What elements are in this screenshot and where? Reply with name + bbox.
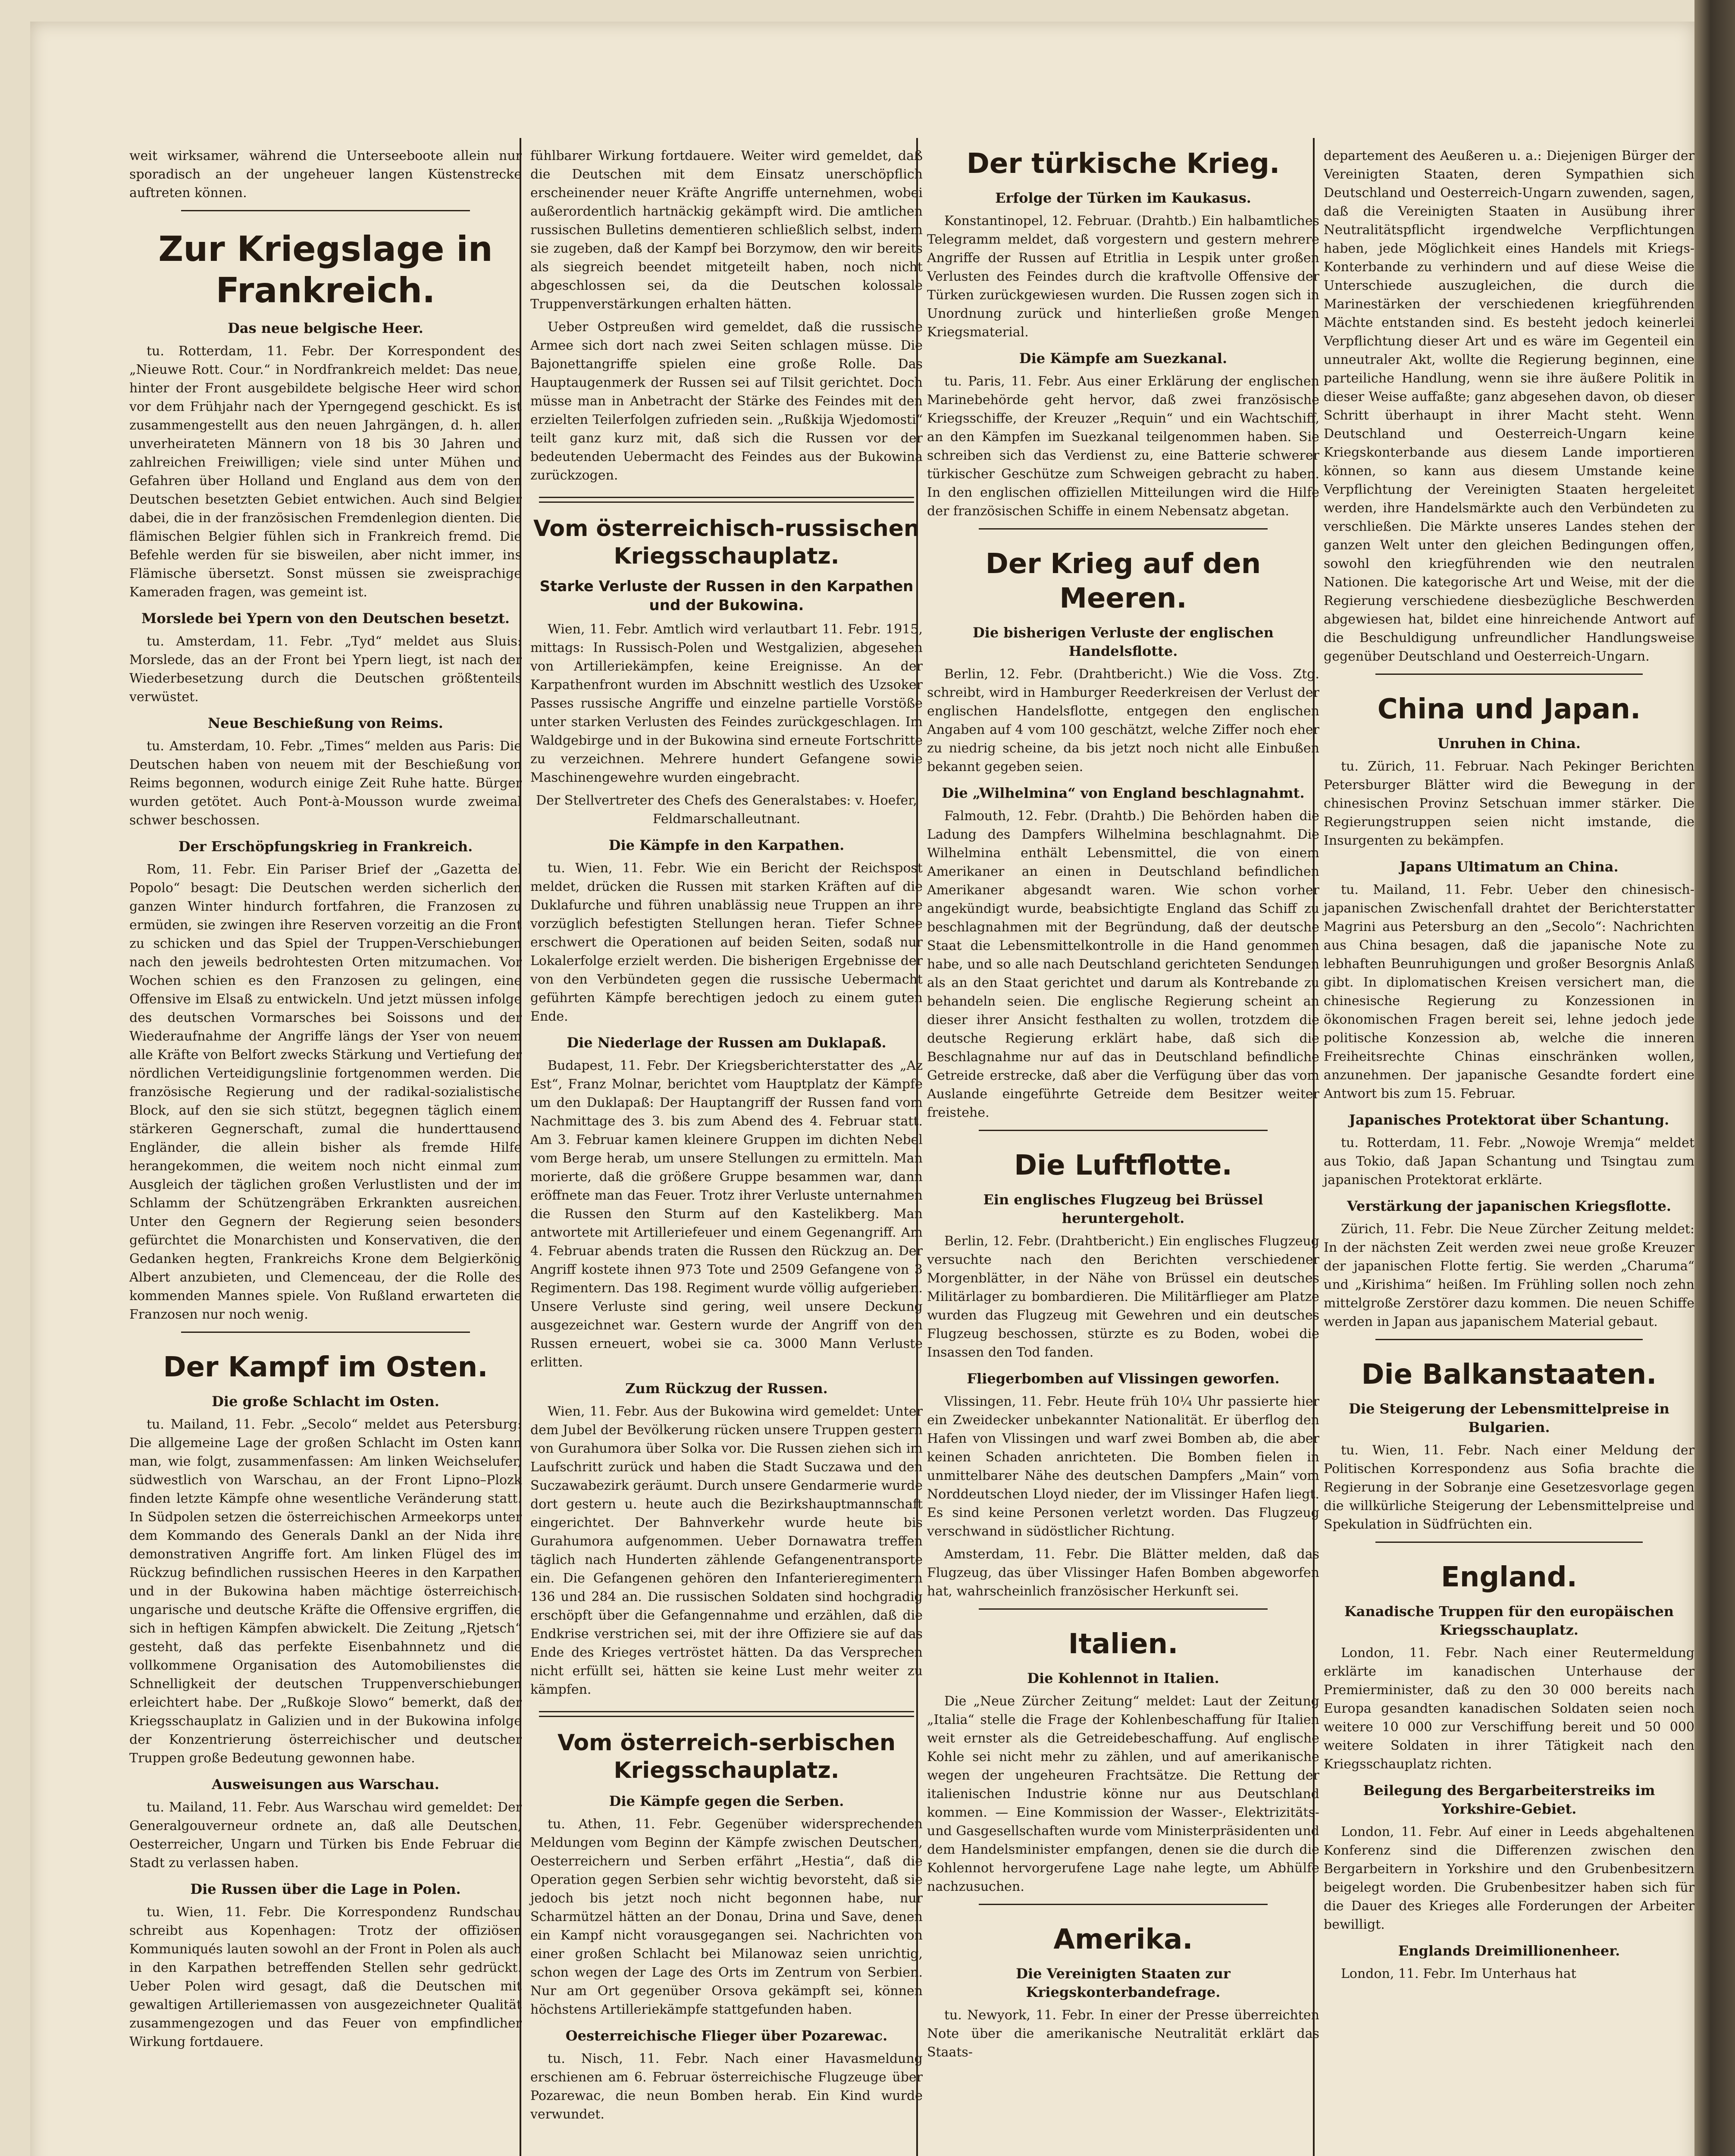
subhead-handelsflotte: Die bisherigen Verluste der englischen Handelsflotte. bbox=[973, 624, 1274, 659]
section-rule bbox=[181, 210, 470, 211]
article-paragraph: Budapest, 11. Febr. Der Kriegsberichterstatter des „Az Est“, Franz Molnar, berichtet vom Hauptplatz der Kämpfe um den Duklapaß: Der Hauptangriff der Russen fand vom Nachmittage des 3. bis zum Abend des 4. Februar statt. Am 3. Februar kamen kleinere Gruppen im dichten Nebel vom Berge herab, um unsere Stellungen zu ermitteln. Man morierte, daß die größere Gruppe besammen war, dann eröffnete man das Feuer. Trotz ihrer Verluste unternahmen die Russen den Sturm auf den Kastelikberg. Man antwortete mit Artilleriefeuer und einem Gegenangriff. Am 4. Februar abends traten die Russen den Rückzug an. Der Angriff kostete ihnen 973 Tote und 2509 Gefangene von 3 Regimentern. Das 198. Regiment wurde völlig aufgerieben. Unsere Verluste sind gering, weil unsere Deckung ausgezeichnet war. Gestern wurde der Angriff von den Russen erneuert, wobei sie ca. 3000 Mann Verluste erlitten. bbox=[530, 1058, 923, 1370]
subhead-vlissingen: Fliegerbomben auf Vlissingen geworfen. bbox=[967, 1370, 1280, 1387]
headline-england: England. bbox=[1441, 1561, 1577, 1593]
article-paragraph: tu. Amsterdam, 10. Febr. „Times“ melden aus Paris: Die Deutschen haben von neuem mit der Beschießung von Reims begonnen, wodurch einige Zeit Ruhe hatte. Bürger wurden getötet. Auch Pont-à-Mousson wurde zweimal schwer beschossen. bbox=[129, 739, 522, 828]
headline-amerika: Amerika. bbox=[1053, 1924, 1193, 1955]
section-rule bbox=[979, 1904, 1268, 1905]
subhead-kanadische-truppen: Kanadische Truppen für den europäischen Kriegsschauplatz. bbox=[1344, 1603, 1674, 1638]
article-paragraph: Amsterdam, 11. Febr. Die Blätter melden, daß das Flugzeug, das über Vlissinger Hafen Bomben abgeworfen hat, wahrscheinlich französischer Herkunft sei. bbox=[927, 1547, 1319, 1599]
column-1 bbox=[129, 147, 522, 2056]
subhead-unruhen-china: Unruhen in China. bbox=[1437, 735, 1581, 752]
subhead-starke-verluste: Starke Verluste der Russen in den Karpathen und der Bukowina. bbox=[539, 578, 914, 614]
article-paragraph: Wien, 11. Febr. Amtlich wird verlautbart 11. Febr. 1915, mittags: In Russisch-Polen und Westgalizien, abgesehen von Artilleriekämpfen, keine Ereignisse. An der Karpathenfront wurden im Abschnitt westlich des Uzsoker Passes russische Angriffe und einzelne partielle Vorstöße unter starken Verlusten des Feindes zurückgeschlagen. Im Waldgebirge und in der Bukowina sind erneute Fortschritte zu verzeichnen. Mehrere hundert Gefangene sowie Maschinengewehre wurden eingebracht. bbox=[530, 622, 923, 785]
section-rule bbox=[1375, 1542, 1643, 1543]
article-paragraph: tu. Rotterdam, 11. Febr. „Nowoje Wremja“ meldet aus Tokio, daß Japan Schantung und Tsingtau zum japanischen Protektorat erklärte. bbox=[1324, 1135, 1694, 1188]
headline-italien: Italien. bbox=[1068, 1628, 1178, 1660]
subhead-russen-polen: Die Russen über die Lage in Polen. bbox=[190, 1881, 461, 1897]
subhead-karpathen: Die Kämpfe in den Karpathen. bbox=[608, 837, 845, 853]
subhead-kriegsflotte: Verstärkung der japanischen Kriegsflotte. bbox=[1347, 1198, 1672, 1214]
subhead-rueckzug: Zum Rückzug der Russen. bbox=[625, 1380, 828, 1397]
article-paragraph: Vlissingen, 11. Febr. Heute früh 10¼ Uhr passierte hier ein Zweidecker unbekannter Nationalität. Er überflog den Hafen von Vlissingen und warf zwei Bomben ab, die aber keinen Schaden anrichteten. Die Bomben fielen in unmittelbarer Nähe des deutschen Dampfers „Main“ vom Norddeutschen Lloyd nieder, der im Vlissinger Hafen liegt. Es sind keine Personen verletzt worden. Das Flugzeug verschwand in südöstlicher Richtung. bbox=[927, 1394, 1319, 1539]
article-paragraph: London, 11. Febr. Auf einer in Leeds abgehaltenen Konferenz sind die Differenzen zwischen den Bergarbeitern in Yorkshire und den Grubenbesitzern beigelegt worden. Die Grubenbesitzer haben sich für die Dauer des Krieges alle Forderungen der Arbeiter bewilligt. bbox=[1324, 1824, 1694, 1932]
headline-kampf-osten: Der Kampf im Osten. bbox=[163, 1351, 488, 1383]
subhead-duklapass: Die Niederlage der Russen am Duklapaß. bbox=[567, 1034, 886, 1051]
article-paragraph: tu. Wien, 11. Febr. Die Korrespondenz Rundschau schreibt aus Kopenhagen: Trotz der offiziösen Kommuniqués lauten sowohl an der Front in Polen als auch in den Karpathen betreffenden Stellen sehr gedrückt. Ueber Polen wird gesagt, daß die Deutschen mit gewaltigen Artilleriemassen von ausgezeichneter Qualität zusammengezogen und das Feuer von empfindlicher Wirkung fortdauere. bbox=[129, 1905, 522, 2049]
subhead-kaukasus: Erfolge der Türken im Kaukasus. bbox=[995, 190, 1251, 206]
subhead-grosse-schlacht: Die große Schlacht im Osten. bbox=[212, 1393, 439, 1410]
section-rule bbox=[539, 497, 914, 503]
subhead-vereinigte-staaten: Die Vereinigten Staaten zur Kriegskonterbandefrage. bbox=[1016, 1965, 1231, 2000]
column-4 bbox=[1324, 147, 1694, 1987]
article-paragraph: tu. Nisch, 11. Febr. Nach einer Havasmeldung erschienen am 6. Februar österreichische Flugzeuge über Pozarewac, die neun Bomben herab. Ein Kind wurde verwundet. bbox=[530, 2051, 923, 2122]
column-3 bbox=[927, 147, 1319, 2066]
article-paragraph: London, 11. Febr. Im Unterhaus hat bbox=[1341, 1966, 1576, 1981]
article-paragraph: tu. Athen, 11. Febr. Gegenüber widersprechenden Meldungen vom Beginn der Kämpfe zwischen Deutschen, Oesterreichern und Serben erfährt „Hestia“, daß die Operation gegen Serbien sehr wichtig bevorsteht, daß sie jedoch bis jetzt noch nicht begonnen habe, nur Scharmützel hätten an der Donau, Drina und Save, denen ein Kampf nicht vorausgegangen sei. Nachrichten von einer großen Schlacht bei Milanowaz seien unrichtig, schon wegen der Lage des Orts im Zentrum von Serbien. Nur am Ort gegenüber Orsova gekämpft sei, können höchstens Artilleriekämpfe stattgefunden haben. bbox=[530, 1817, 923, 2017]
section-rule bbox=[1375, 674, 1643, 675]
subhead-ausweisungen: Ausweisungen aus Warschau. bbox=[212, 1776, 439, 1792]
subhead-lebensmittelpreise: Die Steigerung der Lebensmittelpreise in Bulgarien. bbox=[1349, 1401, 1669, 1435]
headline-oesterreich-serbisch: Vom österreich-serbischen Kriegsschauplatz. bbox=[557, 1730, 896, 1783]
article-paragraph: Wien, 11. Febr. Aus der Bukowina wird gemeldet: Unter dem Jubel der Bevölkerung rücken unsere Truppen gestern von Gurahumora über Solka vor. Die Russen ziehen sich im Laufschritt zurück und haben die Stadt Suczawa und den Suczawabezirk geräumt. Durch unsere Gendarmerie wurde dort gestern u. heute auch die Bezirkshauptmannschaft eingerichtet. Der Bahnverkehr wurde heute bis Gurahumora aufgenommen. Ueber Dornawatra treffen täglich nach Hunderten zählende Gefangenentransporte ein. Die Gefangenen gehören den Infanterieregimentern 136 und 284 an. Die russischen Soldaten sind hochgradig erschöpft über die Gefangennahme und erzählen, daß die Endkrise verstrichen sei, mit der ihre Offiziere sie auf das Ende des Krieges vertröstet hätten. Da das Versprechen nicht erfüllt sei, hätten sie keine Lust mehr weiter zu kämpfen. bbox=[530, 1404, 923, 1697]
article-paragraph: tu. Mailand, 11. Febr. Ueber den chinesisch-japanischen Zwischenfall drahtet der Berichterstatter Magrini aus Petersburg an den „Secolo“: Nachrichten aus China besagen, daß die japanische Note zu lebhaften Beunruhigungen und großer Besorgnis Anlaß gibt. In diplomatischen Kreisen versichert man, die chinesische Regierung zu Konzessionen in ökonomischen Fragen bereit sei, lehne jedoch jede politische Konzession ab, welche die inneren Freiheitsrechte Chinas einschränken wollen, anzunehmen. Der japanische Gesandte fordert eine Antwort bis zum 15. Februar. bbox=[1324, 882, 1694, 1101]
section-rule bbox=[979, 1130, 1268, 1131]
subhead-ultimatum: Japans Ultimatum an China. bbox=[1400, 859, 1619, 875]
article-paragraph: Falmouth, 12. Febr. (Drahtb.) Die Behörden haben die Ladung des Dampfers Wilhelmina beschlagnahmt. Die Wilhelmina enthält Lebensmittel, die von einem Amerikaner an einen in Deutschland befindlichen Amerikaner abgesandt waren. Wie schon vorher angekündigt wurde, beabsichtigte England das Schiff zu beschlagnahmen mit der Begründung, daß der deutsche Staat die Lebensmittelkontrolle in die Hand genommen habe, und so alle nach Deutschland gerichteten Sendungen als an den Staat gerichtet und darum als Kontrebande zu behandeln seien. Die englische Regierung scheint an dieser ihrer Ansicht festhalten zu wollen, trotzdem die deutsche Regierung erklärt habe, daß sich die Beschlagnahme nur auf das in Deutschland befindliche Getreide erstrecke, daß aber die Verfügung über das vom Auslande eingeführte Getreide dem Besitzer weiter freistehe. bbox=[927, 808, 1319, 1120]
subhead-bruessel: Ein englisches Flugzeug bei Brüssel heruntergeholt. bbox=[983, 1191, 1263, 1226]
subhead-flieger: Oesterreichische Flieger über Pozarewac. bbox=[565, 2028, 888, 2044]
article-paragraph: London, 11. Febr. Nach einer Reutermeldung erklärte im kanadischen Unterhause der Premierminister, daß zu den 30 000 bereits nach Europa gesandten kanadischen Soldaten seien noch weitere 10 000 zur Verschiffung bereit und 50 000 weitere Soldaten in ihrer Tätigkeit nach den Kriegsschauplatz richten. bbox=[1324, 1645, 1694, 1772]
article-paragraph: Berlin, 12. Febr. (Drahtbericht.) Ein englisches Flugzeug versuchte nach den Berichten verschiedener Morgenblätter, in der Nähe von Brüssel ein deutsches Militärlager zu bombardieren. Die Militärflieger am Platze wurden das Flugzeug mit Gewehren und ein deutsches Flugzeug beschossen, stürzte es zu Boden, wobei die Insassen den Tod fanden. bbox=[927, 1234, 1319, 1360]
subhead-reims: Neue Beschießung von Reims. bbox=[208, 715, 443, 731]
subhead-belgisches-heer: Das neue belgische Heer. bbox=[228, 320, 423, 336]
article-paragraph: Konstantinopel, 12. Februar. (Drahtb.) Ein halbamtliches Telegramm meldet, daß vorgestern und gestern mehrere Angriffe der Russen auf Etritlia in Lespik unter großen Verlusten des Feindes durch die kraftvolle Offensive der Türken zurückgewiesen wurden. Die Russen zogen sich in Unordnung zurück und hinterließen große Mengen Kriegsmaterial. bbox=[927, 213, 1319, 340]
headline-oesterreichisch-russisch: Vom österreichisch-russischen Kriegsschauplatz. bbox=[533, 516, 920, 569]
section-rule bbox=[979, 528, 1268, 530]
article-paragraph: tu. Wien, 11. Febr. Wie ein Bericht der Reichspost meldet, drücken die Russen mit starken Kräften auf die Duklafurche und führen unablässig neue Truppen an ihre vorzüglich befestigten Stellungen heran. Tiefer Schnee erschwert die Operationen auf beiden Seiten, sodaß nur Lokalerfolge erzielt werden. Die bisherigen Ergebnisse der von den Verbündeten gegen die russische Uebermacht geführten Kämpfe berechtigen jedoch zu einem guten Ende. bbox=[530, 861, 923, 1024]
intro-text: weit wirksamer, während die Unterseeboote allein nur sporadisch an der ungeheuer langen Küstenstrecke auftreten können. bbox=[129, 148, 522, 201]
section-rule bbox=[539, 1711, 914, 1717]
subhead-suezkanal: Die Kämpfe am Suezkanal. bbox=[1019, 350, 1228, 367]
subhead-erschoepfungskrieg: Der Erschöpfungskrieg in Frankreich. bbox=[178, 838, 473, 855]
headline-kriegslage-frankreich: Zur Kriegslage in Frankreich. bbox=[158, 229, 493, 310]
section-rule bbox=[979, 1608, 1268, 1610]
article-paragraph: fühlbarer Wirkung fortdauere. Weiter wird gemeldet, daß die Deutschen mit dem Einsatz unerschöpflich erscheinender neuer Kräfte Angriffe unternehmen, wobei außerordentlich hartnäckig gekämpft wird. Die amtlichen russischen Bulletins dementieren schließlich selbst, indem sie zugeben, daß der Kampf bei Borzymow, den wir bereits als siegreich beendet mitgeteilt haben, noch nicht abgeschlossen sei, da die Deutschen kolossale Truppenverstärkungen erhalten hätten. bbox=[530, 148, 923, 312]
article-paragraph: Berlin, 12. Febr. (Drahtbericht.) Wie die Voss. Ztg. schreibt, wird in Hamburger Reederkreisen der Verlust der englischen Handelsflotte, entgegen den englischen Angaben auf 4 vom 100 geschätzt, welche Ziffer noch eher zu niedrig scheine, da bis jetzt noch nicht alle Einbußen bekannt gegeben seien. bbox=[927, 667, 1319, 774]
article-paragraph: tu. Newyork, 11. Febr. In einer der Presse überreichten Note über die amerikanische Neutralität erklärt das Staats- bbox=[927, 2008, 1319, 2060]
article-paragraph: Zürich, 11. Febr. Die Neue Zürcher Zeitung meldet: In der nächsten Zeit werden zwei neue große Kreuzer der japanischen Flotte fertig. Sie werden „Charuma“ und „Kirishima“ heißen. Im Frühling sollen noch zehn mittelgroße Zerstörer dazu kommen. Die neuen Schiffe werden in Japan aus japanischem Material gebaut. bbox=[1324, 1222, 1694, 1329]
article-paragraph: departement des Aeußeren u. a.: Diejenigen Bürger der Vereinigten Staaten, deren Sympathien sich Deutschland und Oesterreich-Ungarn zuwenden, sagen, daß die Vereinigten Staaten in Ausübung ihrer Neutralitätspflicht irgendwelche Verpflichtungen haben, jede Möglichkeit eines Handels mit Kriegs-Konterbande zu verhindern und auf diese Weise die Unterschiede auszugleichen, die durch die Marinestärken der verschiedenen kriegführenden Mächte entstanden sind. Es besteht jedoch keinerlei Verpflichtung dieser Art und es wäre im Gegenteil ein unneutraler Akt, wollte die Regierung beginnen, eine parteiliche Handlung, wenn sie ihre äußere Politik in dieser Weise auffaßte; ganz abgesehen davon, ob dieser Schritt überhaupt in ihrer Macht steht. Wenn Deutschland und Oesterreich-Ungarn keine Kriegskonterbande aus diesem Lande importieren können, so kann aus diesem Umstande keine Verpflichtung der Vereinigten Staaten hergeleitet werden, ihre Handelsmärkte auch den Verbündeten zu verschließen. Die Märkte unseres Landes stehen der ganzen Welt unter den gleichen Bedingungen offen, sowohl den kriegführenden wie den neutralen Nationen. Die kategorische Art und Weise, mit der die Regierung verschiedene diesbezügliche Beschwerden abgewiesen hat, bildet eine hinreichende Antwort auf die Beschuldigung unfreundlicher Handlungsweise gegenüber Deutschland und Oesterreich-Ungarn. bbox=[1324, 148, 1694, 664]
column-2 bbox=[530, 147, 923, 2128]
subhead-morslede: Morslede bei Ypern von den Deutschen besetzt. bbox=[141, 610, 510, 627]
article-paragraph: tu. Mailand, 11. Febr. „Secolo“ meldet aus Petersburg: Die allgemeine Lage der großen Schlacht im Osten kann man, wie folgt, zusammenfassen: Am linken Weichselufer, südwestlich von Warschau, an der Front Lipno–Plozk finden letzte Kämpfe ohne wesentliche Veränderung statt. In Südpolen setzen die österreichischen Armeekorps unter dem Kommando des Generals Dankl an der Nida ihre demonstrativen Angriffe fort. Am linken Flügel des im Rückzug befindlichen russischen Heeres in den Karpathen und in der Bukowina haben mächtige österreichisch-ungarische und deutsche Kräfte die Offensive ergriffen, die sich in heftigen Kämpfen abwickelt. Die Zeitung „Rjetsch“ gesteht, daß das perfekte Eisenbahnnetz und die vollkommene Organisation des Automobilienstes die Schnelligkeit der deutschen Truppenverschiebungen erleichtert habe. Der „Rußkoje Slowo“ bemerkt, daß der Kriegsschauplatz in Galizien und in der Bukowina infolge der Konzentrierung österreichischer und deutscher Truppen große Bedeutung gewonnen habe. bbox=[129, 1417, 522, 1766]
subhead-wilhelmina: Die „Wilhelmina“ von England beschlagnahmt. bbox=[942, 785, 1305, 801]
headline-tuerkischer-krieg: Der türkische Krieg. bbox=[966, 148, 1280, 180]
article-paragraph: tu. Paris, 11. Febr. Aus einer Erklärung der englischen Marinebehörde geht hervor, daß zwei französische Kriegsschiffe, der Kreuzer „Requin“ und ein Wachtschiff, an den Kämpfen im Suezkanal teilgenommen haben. Sie schreiben sich das Verdienst zu, eine Batterie schwerer türkischer Geschütze zum Schweigen gebracht zu haben. In den englischen offiziellen Mitteilungen wird die Hilfe der französischen Schiffe in einem Nebensatz abgetan. bbox=[927, 374, 1319, 519]
subhead-dreimillionenheer: Englands Dreimillionenheer. bbox=[1398, 1943, 1620, 1959]
subhead-bergarbeiterstreik: Beilegung des Bergarbeiterstreiks im Yorkshire-Gebiet. bbox=[1363, 1782, 1655, 1817]
subhead-schantung: Japanisches Protektorat über Schantung. bbox=[1349, 1112, 1669, 1128]
article-paragraph: tu. Wien, 11. Febr. Nach einer Meldung der Politischen Korrespondenz aus Sofia brachte die Regierung in der Sobranje eine Gesetzesvorlage gegen die willkürliche Steigerung der Lebensmittelpreise und Spekulation in Südfrüchten ein. bbox=[1324, 1443, 1694, 1532]
subhead-serben: Die Kämpfe gegen die Serben. bbox=[609, 1793, 844, 1809]
subhead-kohlennot: Die Kohlennot in Italien. bbox=[1027, 1670, 1219, 1686]
headline-balkanstaaten: Die Balkanstaaten. bbox=[1361, 1359, 1657, 1391]
article-paragraph: tu. Mailand, 11. Febr. Aus Warschau wird gemeldet: Der Generalgouverneur ordnete an, daß alle Deutschen, Oesterreicher, Ungarn und Türken bis Ende Februar die Stadt zu verlassen haben. bbox=[129, 1800, 522, 1871]
headline-krieg-meeren: Der Krieg auf den Meeren. bbox=[985, 548, 1261, 614]
signature: Der Stellvertreter des Chefs des Generalstabes: v. Hoefer, Feldmarschalleutnant. bbox=[536, 793, 917, 827]
article-paragraph: tu. Rotterdam, 11. Febr. Der Korrespondent des „Nieuwe Rott. Cour.“ in Nordfrankreich meldet: Das neue, hinter der Front ausgebildete belgische Heer wird schon vor dem Frühjahr nach der Yperngegend geschickt. Es ist zusammengestellt aus den neuen Jahrgängen, d. h. allen unverheirateten Männern von 18 bis 30 Jahren und zahlreichen Freiwilligen; viele sind unter Mühen und Gefahren über Holland und England aus dem von den Deutschen besetzten Gebiet entwichen. Auch sind Belgier dabei, die in der französischen Fremdenlegion dienten. Die flämischen Belgier fühlen sich in Frankreich fremd. Die Befehle werden für sie bisweilen, aber nicht immer, ins Flämische übersetzt. Sonst müssen sie zweisprachige Kameraden fragen, was gemeint ist. bbox=[129, 344, 522, 600]
article-paragraph: Rom, 11. Febr. Ein Pariser Brief der „Gazetta del Popolo“ besagt: Die Deutschen werden sicherlich den ganzen Winter hindurch fortfahren, die Franzosen zu ermüden, sie zwingen ihre Reserven vorzeitig an die Front zu schicken und das Spiel der Truppen-Verschiebungen nach den jeweils bedrohtesten Orten mitzumachen. Vor Wochen schien es den Franzosen zu gelingen, eine Offensive im Elsaß zu entwickeln. Und jetzt müssen infolge des deutschen Vormarsches bei Soissons und der Wiederaufnahme der Angriffe längs der Yser von neuem alle Kräfte von Belfort zwecks Stärkung und Vertiefung der nördlichen Verteidigungslinie fortgenommen werden. Die französische Regierung und der radikal-sozialistische Block, auf den sie sich stützt, begegnen täglich einem stärkeren Gegnerschaft, zumal die hunderttausend Engländer, die allein bisher als fremde Hilfe herangekommen, die weitem noch nicht einmal zum Ausgleich der täglichen großen Verlustlisten und der im Schlamm der Schützengräben Erkrankten ausreichen. Unter den Gegnern der Regierung seien besonders gefürchtet die Monarchisten und Konservativen, die den Gedanken hegten, Frankreichs Krone dem Belgierkönig Albert anzubieten, und Clemenceau, der die Rolle des kommenden Mannes spiele. Von Rußland erwarteten die Franzosen nur noch wenig. bbox=[129, 862, 522, 1322]
headline-luftflotte: Die Luftflotte. bbox=[1014, 1150, 1232, 1181]
article-paragraph: tu. Amsterdam, 11. Febr. „Tyd“ meldet aus Sluis: Morslede, das an der Front bei Ypern liegt, ist nach der Wiederbesetzung durch die Deutschen größtenteils verwüstet. bbox=[129, 634, 522, 705]
article-paragraph: Ueber Ostpreußen wird gemeldet, daß die russische Armee sich dort nach zwei Seiten schlagen müsse. Die Bajonettangriffe spielen eine große Rolle. Das Hauptaugenmerk der Russen sei auf Tilsit gerichtet. Doch müsse man in Anbetracht der Stärke des Feindes mit den erzielten Teilerfolgen zufrieden sein. „Rußkija Wjedomosti“ teilt ganz kurz mit, daß sich die Russen vor der bedeutenden Uebermacht des Feindes aus der Bukowina zurückzogen. bbox=[530, 320, 923, 483]
headline-china-japan: China und Japan. bbox=[1377, 693, 1641, 725]
page-binding-edge bbox=[1694, 0, 1735, 2156]
section-rule bbox=[1375, 1339, 1643, 1340]
article-paragraph: tu. Zürich, 11. Februar. Nach Pekinger Berichten Petersburger Blätter wird die Bewegung in der chinesischen Provinz Setschuan immer stärker. Die Regierungstruppen seien nicht imstande, die Insurgenten zu bekämpfen. bbox=[1324, 759, 1694, 848]
section-rule bbox=[181, 1332, 470, 1333]
article-paragraph: Die „Neue Zürcher Zeitung“ meldet: Laut der Zeitung „Italia“ stelle die Frage der Kohlenbeschaffung für Italien weit ernster als die Getreidebeschaffung. Auf englische Kohle sei nicht mehr zu zählen, und auf amerikanische wegen der ungeheuren Frachtsätze. Die Rettung der italienischen Industrie könne nur aus Deutschland kommen. — Eine Kommission der Wasser-, Elektrizitäts- und Gasgesellschaften wurde vom Ministerpräsidenten und dem Handelsminister empfangen, denen sie die durch die Kohlennot hervorgerufene Lage nahe legte, um Abhülfe nachzusuchen. bbox=[927, 1694, 1319, 1894]
